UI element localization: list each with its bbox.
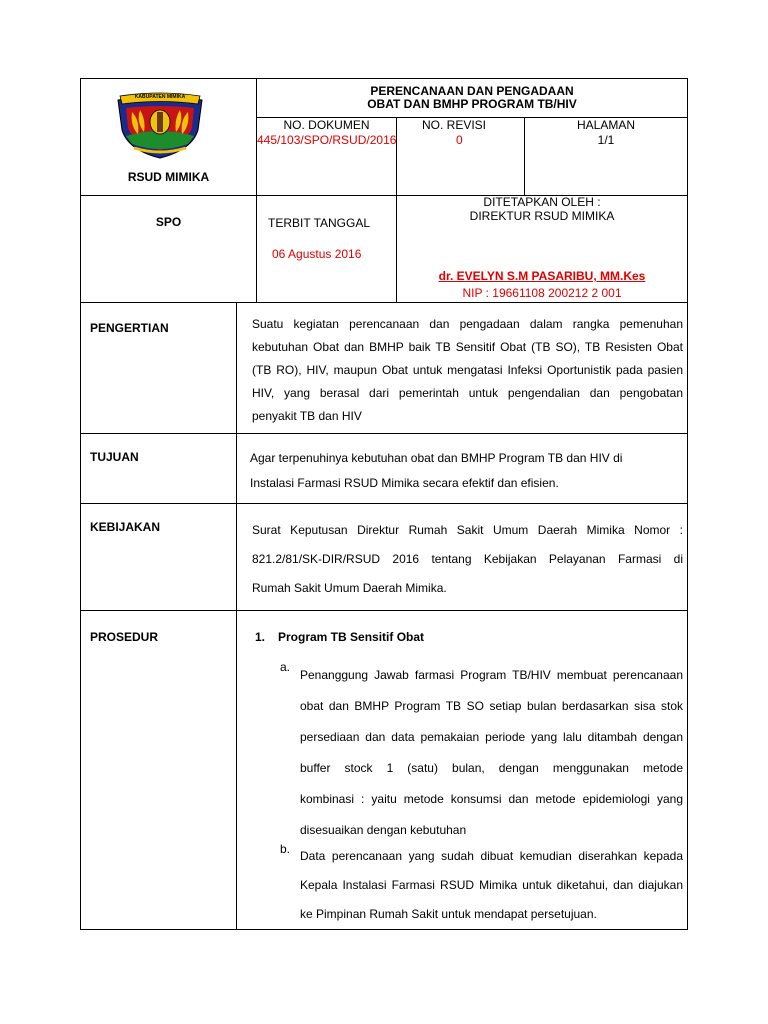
revision-value: 0	[456, 133, 463, 147]
section-label-pengertian: PENGERTIAN	[90, 321, 169, 335]
doc-number-label: NO. DOKUMEN	[283, 118, 370, 132]
section-label-kebijakan: KEBIJAKAN	[90, 520, 161, 534]
spo-label: SPO	[155, 215, 182, 229]
step-body-b	[300, 842, 683, 929]
body-line: Suatu kegiatan perencanaan dan pengadaan dalam rangka pemenuhan	[252, 317, 683, 331]
procedure-item-number: 1.	[255, 630, 266, 644]
approver-nip: NIP : 19661108 200212 2 001	[462, 286, 622, 300]
body-line: ke Pimpinan Rumah Sakit untuk mendapat persetujuan.	[300, 907, 597, 921]
body-line: buffer stock 1 (satu) bulan, dengan menggunakan metode	[300, 761, 683, 775]
approver-name: dr. EVELYN S.M PASARIBU, MM.Kes	[438, 269, 646, 283]
hospital-name: RSUD MIMIKA	[127, 170, 210, 184]
body-line: Agar terpenuhinya kebutuhan obat dan BMHP Program TB dan HIV di	[250, 451, 623, 465]
section-body-pengertian	[252, 313, 683, 428]
page-label: HALAMAN	[576, 118, 635, 132]
body-line: persediaan dan data pemakaian periode yang lalu ditambah dengan	[300, 730, 683, 744]
approved-by-title: DIREKTUR RSUD MIMIKA	[469, 209, 615, 223]
step-marker-a: a.	[280, 660, 291, 674]
section-body-tujuan	[250, 446, 681, 496]
body-line: kombinasi : yaitu metode konsumsi dan metode epidemiologi yang	[300, 792, 683, 806]
body-line: Rumah Sakit Umum Daerah Mimika.	[252, 581, 447, 595]
body-line: (TB RO), HIV, maupun Obat untuk mengatasi Infeksi Oportunistik pada pasien	[252, 363, 683, 377]
body-line: Penanggung Jawab farmasi Program TB/HIV membuat perencanaan	[300, 668, 683, 682]
issued-date-label: TERBIT TANGGAL	[268, 216, 371, 230]
hospital-logo	[112, 90, 208, 160]
issued-date-value: 06 Agustus 2016	[272, 247, 362, 261]
revision-label: NO. REVISI	[422, 118, 487, 132]
step-marker-b: b.	[280, 842, 291, 856]
doc-number-value: 445/103/SPO/RSUD/2016	[257, 133, 397, 147]
section-label-tujuan: TUJUAN	[90, 450, 139, 464]
body-line: Instalasi Farmasi RSUD Mimika secara efektif dan efisien.	[250, 476, 559, 490]
body-line: obat dan BMHP Program TB SO setiap bulan berdasarkan sisa stok	[300, 699, 683, 713]
logo-text: KABUPATEN MIMIKA	[134, 94, 186, 100]
body-line: Data perencanaan yang sudah dibuat kemudian diserahkan kepada	[300, 849, 683, 863]
approved-by-label: DITETAPKAN OLEH :	[483, 195, 601, 209]
body-line: Kepala Instalasi Farmasi RSUD Mimika untuk diketahui, dan diajukan	[300, 878, 683, 892]
body-line: kebutuhan Obat dan BMHP baik TB Sensitif Obat (TB SO), TB Resisten Obat	[252, 340, 683, 354]
body-line: disesuaikan dengan kebutuhan	[300, 823, 467, 837]
section-label-prosedur: PROSEDUR	[90, 630, 159, 644]
body-line: 821.2/81/SK-DIR/RSUD 2016 tentang Kebijakan Pelayanan Farmasi di	[252, 552, 683, 566]
body-line: Surat Keputusan Direktur Rumah Sakit Umum Daerah Mimika Nomor :	[252, 523, 683, 537]
document-title-line2: OBAT DAN BMHP PROGRAM TB/HIV	[367, 97, 577, 111]
step-body-a	[300, 660, 683, 846]
document-title-line1: PERENCANAAN DAN PENGADAAN	[370, 84, 574, 98]
page-value: 1/1	[597, 133, 615, 147]
section-body-kebijakan	[252, 516, 683, 603]
body-line: penyakit TB dan HIV	[252, 409, 362, 423]
body-line: HIV, yang berasal dari pemerintah untuk pengendalian dan pengobatan	[252, 386, 683, 400]
procedure-item-title: Program TB Sensitif Obat	[278, 630, 425, 644]
